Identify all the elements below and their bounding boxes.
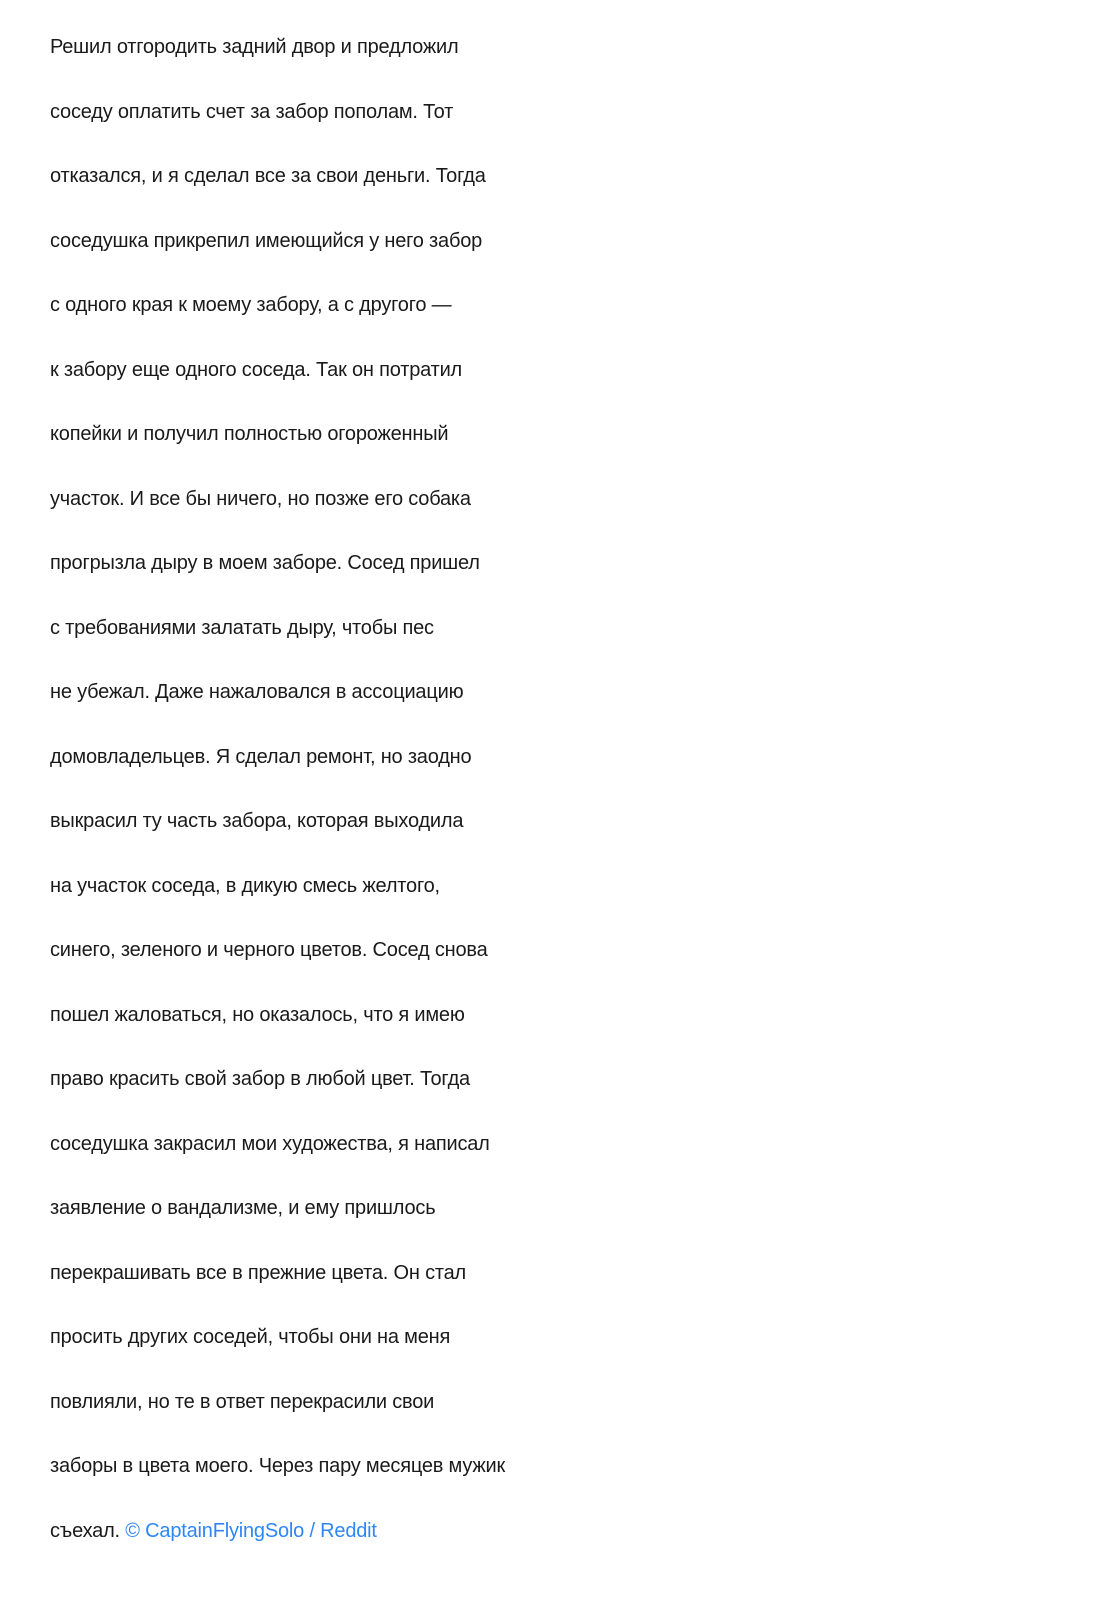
story-text <box>50 15 1100 1563</box>
story-line: прогрызла дыру в моем заборе. Сосед пришел <box>50 552 480 574</box>
story-line: заборы в цвета моего. Через пару месяцев мужик <box>50 1455 506 1477</box>
story-line: соседу оплатить счет за забор пополам. Тот <box>50 100 454 123</box>
story-line: соседушка закрасил мои художества, я написал <box>50 1132 490 1155</box>
story-line: просить других соседей, чтобы они на меня <box>50 1326 451 1348</box>
story-line: заявление о вандализме, и ему пришлось <box>50 1197 436 1219</box>
story-line: домовладельцев. Я сделал ремонт, но заодно <box>50 745 472 768</box>
story-line: не убежал. Даже нажаловался в ассоциацию <box>50 681 464 703</box>
story-last-words: съехал. <box>50 1519 120 1542</box>
story-line: к забору еще одного соседа. Так он потратил <box>50 358 463 381</box>
story-line: выкрасил ту часть забора, которая выходила <box>50 810 464 832</box>
story-line: отказался, и я сделал все за свои деньги. Тогда <box>50 165 486 187</box>
story-line: перекрашивать все в прежние цвета. Он стал <box>50 1261 466 1284</box>
story-line: соседушка прикрепил имеющийся у него забор <box>50 229 483 252</box>
story-line: с одного края к моему забору, а с другого — <box>50 294 452 316</box>
story-line: копейки и получил полностью огороженный <box>50 423 449 445</box>
source-credit-link[interactable]: © CaptainFlyingSolo / Reddit <box>125 1519 377 1542</box>
story-line: на участок соседа, в дикую смесь желтого, <box>50 874 440 897</box>
story-last-line <box>50 1499 1100 1564</box>
story-line: повлияли, но те в ответ перекрасили свои <box>50 1390 435 1413</box>
story-line: участок. И все бы ничего, но позже его собака <box>50 487 471 510</box>
story-line: синего, зеленого и черного цветов. Сосед снова <box>50 939 488 961</box>
story-line: Решил отгородить задний двор и предложил <box>50 36 459 58</box>
story-line: право красить свой забор в любой цвет. Тогда <box>50 1068 470 1090</box>
story-line: пошел жаловаться, но оказалось, что я имею <box>50 1003 465 1026</box>
story-line: с требованиями залатать дыру, чтобы пес <box>50 616 434 639</box>
